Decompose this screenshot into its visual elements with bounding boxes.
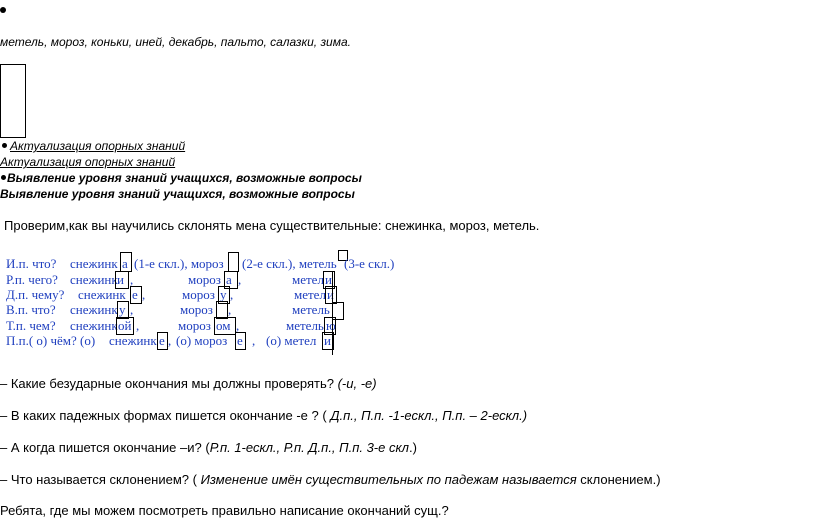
column-bracket [228, 252, 232, 351]
question-text: – В каких падежных формах пишется окончание -е ? ( [0, 408, 327, 423]
comma: , [228, 302, 232, 317]
stem: мороз [178, 318, 211, 333]
assessment-heading: Выявление уровня знаний учащихся, возможные вопросы [0, 187, 355, 201]
stem: мороз [188, 272, 221, 287]
ending: е [237, 333, 243, 348]
answer-text: (-и, -е) [337, 376, 377, 391]
ending: и [117, 272, 124, 287]
actualization-text: Актуализация опорных знаний [0, 155, 176, 169]
case-label: Д.п. чему? [6, 287, 65, 302]
comma: , [130, 272, 134, 287]
ending: и [325, 272, 332, 287]
bullet-dot [1, 175, 6, 180]
stem: мороз [180, 302, 213, 317]
intro-text: Проверим,как вы научились склонять мена существительные: снежинка, мороз, метель. [4, 218, 540, 233]
image-frame [0, 64, 26, 138]
ending: и [324, 333, 331, 348]
case-label: Р.п. чего? [6, 272, 58, 287]
ending: у [119, 302, 126, 317]
case-label: Т.п. чем? [6, 318, 56, 333]
ending: е [159, 333, 165, 348]
stem: мороз [182, 287, 215, 302]
case-label: В.п. что? [6, 302, 56, 317]
stem: метел [292, 272, 324, 287]
answer-text: Изменение имён существительных по падежам называется [200, 472, 577, 487]
ending: у [220, 287, 227, 302]
stem: (о) метел [266, 333, 317, 348]
comma: , [130, 302, 134, 317]
ending: ой [118, 318, 132, 333]
question-4 [0, 472, 661, 487]
ending: и [327, 287, 334, 302]
note: (2-е скл.), метель [242, 256, 337, 271]
question-3 [0, 440, 417, 455]
answer-text: Д.п., П.п. -1-ескл., П.п. – 2-ескл.) [330, 408, 528, 423]
ending: е [132, 287, 138, 302]
question-text: – Что называется склонением? ( [0, 472, 197, 487]
stem: метель [292, 302, 330, 317]
stem: снежинк [70, 272, 118, 287]
stem: снежинк [70, 256, 118, 271]
comma: , [142, 287, 146, 302]
stem: снежинк [70, 318, 118, 333]
ending: а [122, 256, 128, 271]
question-text: – Какие безударные окончания мы должны проверять? [0, 376, 334, 391]
answer-tail: склонением.) [580, 472, 661, 487]
word-list: метель, мороз, коньки, иней, декабрь, пальто, салазки, зима. [0, 35, 351, 49]
stem: (о) мороз [176, 333, 228, 348]
stem: снежинк [70, 302, 118, 317]
question-1 [0, 376, 377, 391]
comma: , [236, 318, 240, 333]
bullet-dot [0, 7, 6, 13]
comma: , [230, 287, 234, 302]
answer-tail: .) [408, 440, 417, 455]
case-label: П.п.( о) чём? (о) [6, 333, 96, 348]
question-2 [0, 408, 527, 423]
assessment-heading: Выявление уровня знаний учащихся, возможные вопросы [7, 171, 362, 185]
ending-box [228, 252, 239, 272]
stem: снежинк [109, 333, 157, 348]
ending: ю [326, 318, 336, 333]
actualization-link[interactable]: Актуализация опорных знаний [10, 139, 186, 153]
stem: метел [294, 287, 326, 302]
comma: , [168, 333, 172, 348]
note: (3-е скл.) [344, 256, 395, 271]
stem: снежинк [78, 287, 126, 302]
stem: метель [286, 318, 324, 333]
ending: а [226, 272, 232, 287]
comma: , [136, 318, 140, 333]
column-bracket [332, 271, 333, 355]
case-label: И.п. что? [6, 256, 57, 271]
ending: ом [216, 318, 231, 333]
question-text: – А когда пишется окончание –и? ( [0, 440, 210, 455]
comma: , [238, 272, 242, 287]
answer-text: Р.п. 1-ескл., Р.п. Д.п., П.п. 3-е скл [209, 440, 409, 455]
bullet-dot [2, 143, 7, 148]
comma: , [252, 333, 256, 348]
question-5: Ребята, где мы можем посмотреть правильно написание окончаний сущ.? [0, 503, 449, 518]
note: (1-е скл.), мороз [134, 256, 224, 271]
